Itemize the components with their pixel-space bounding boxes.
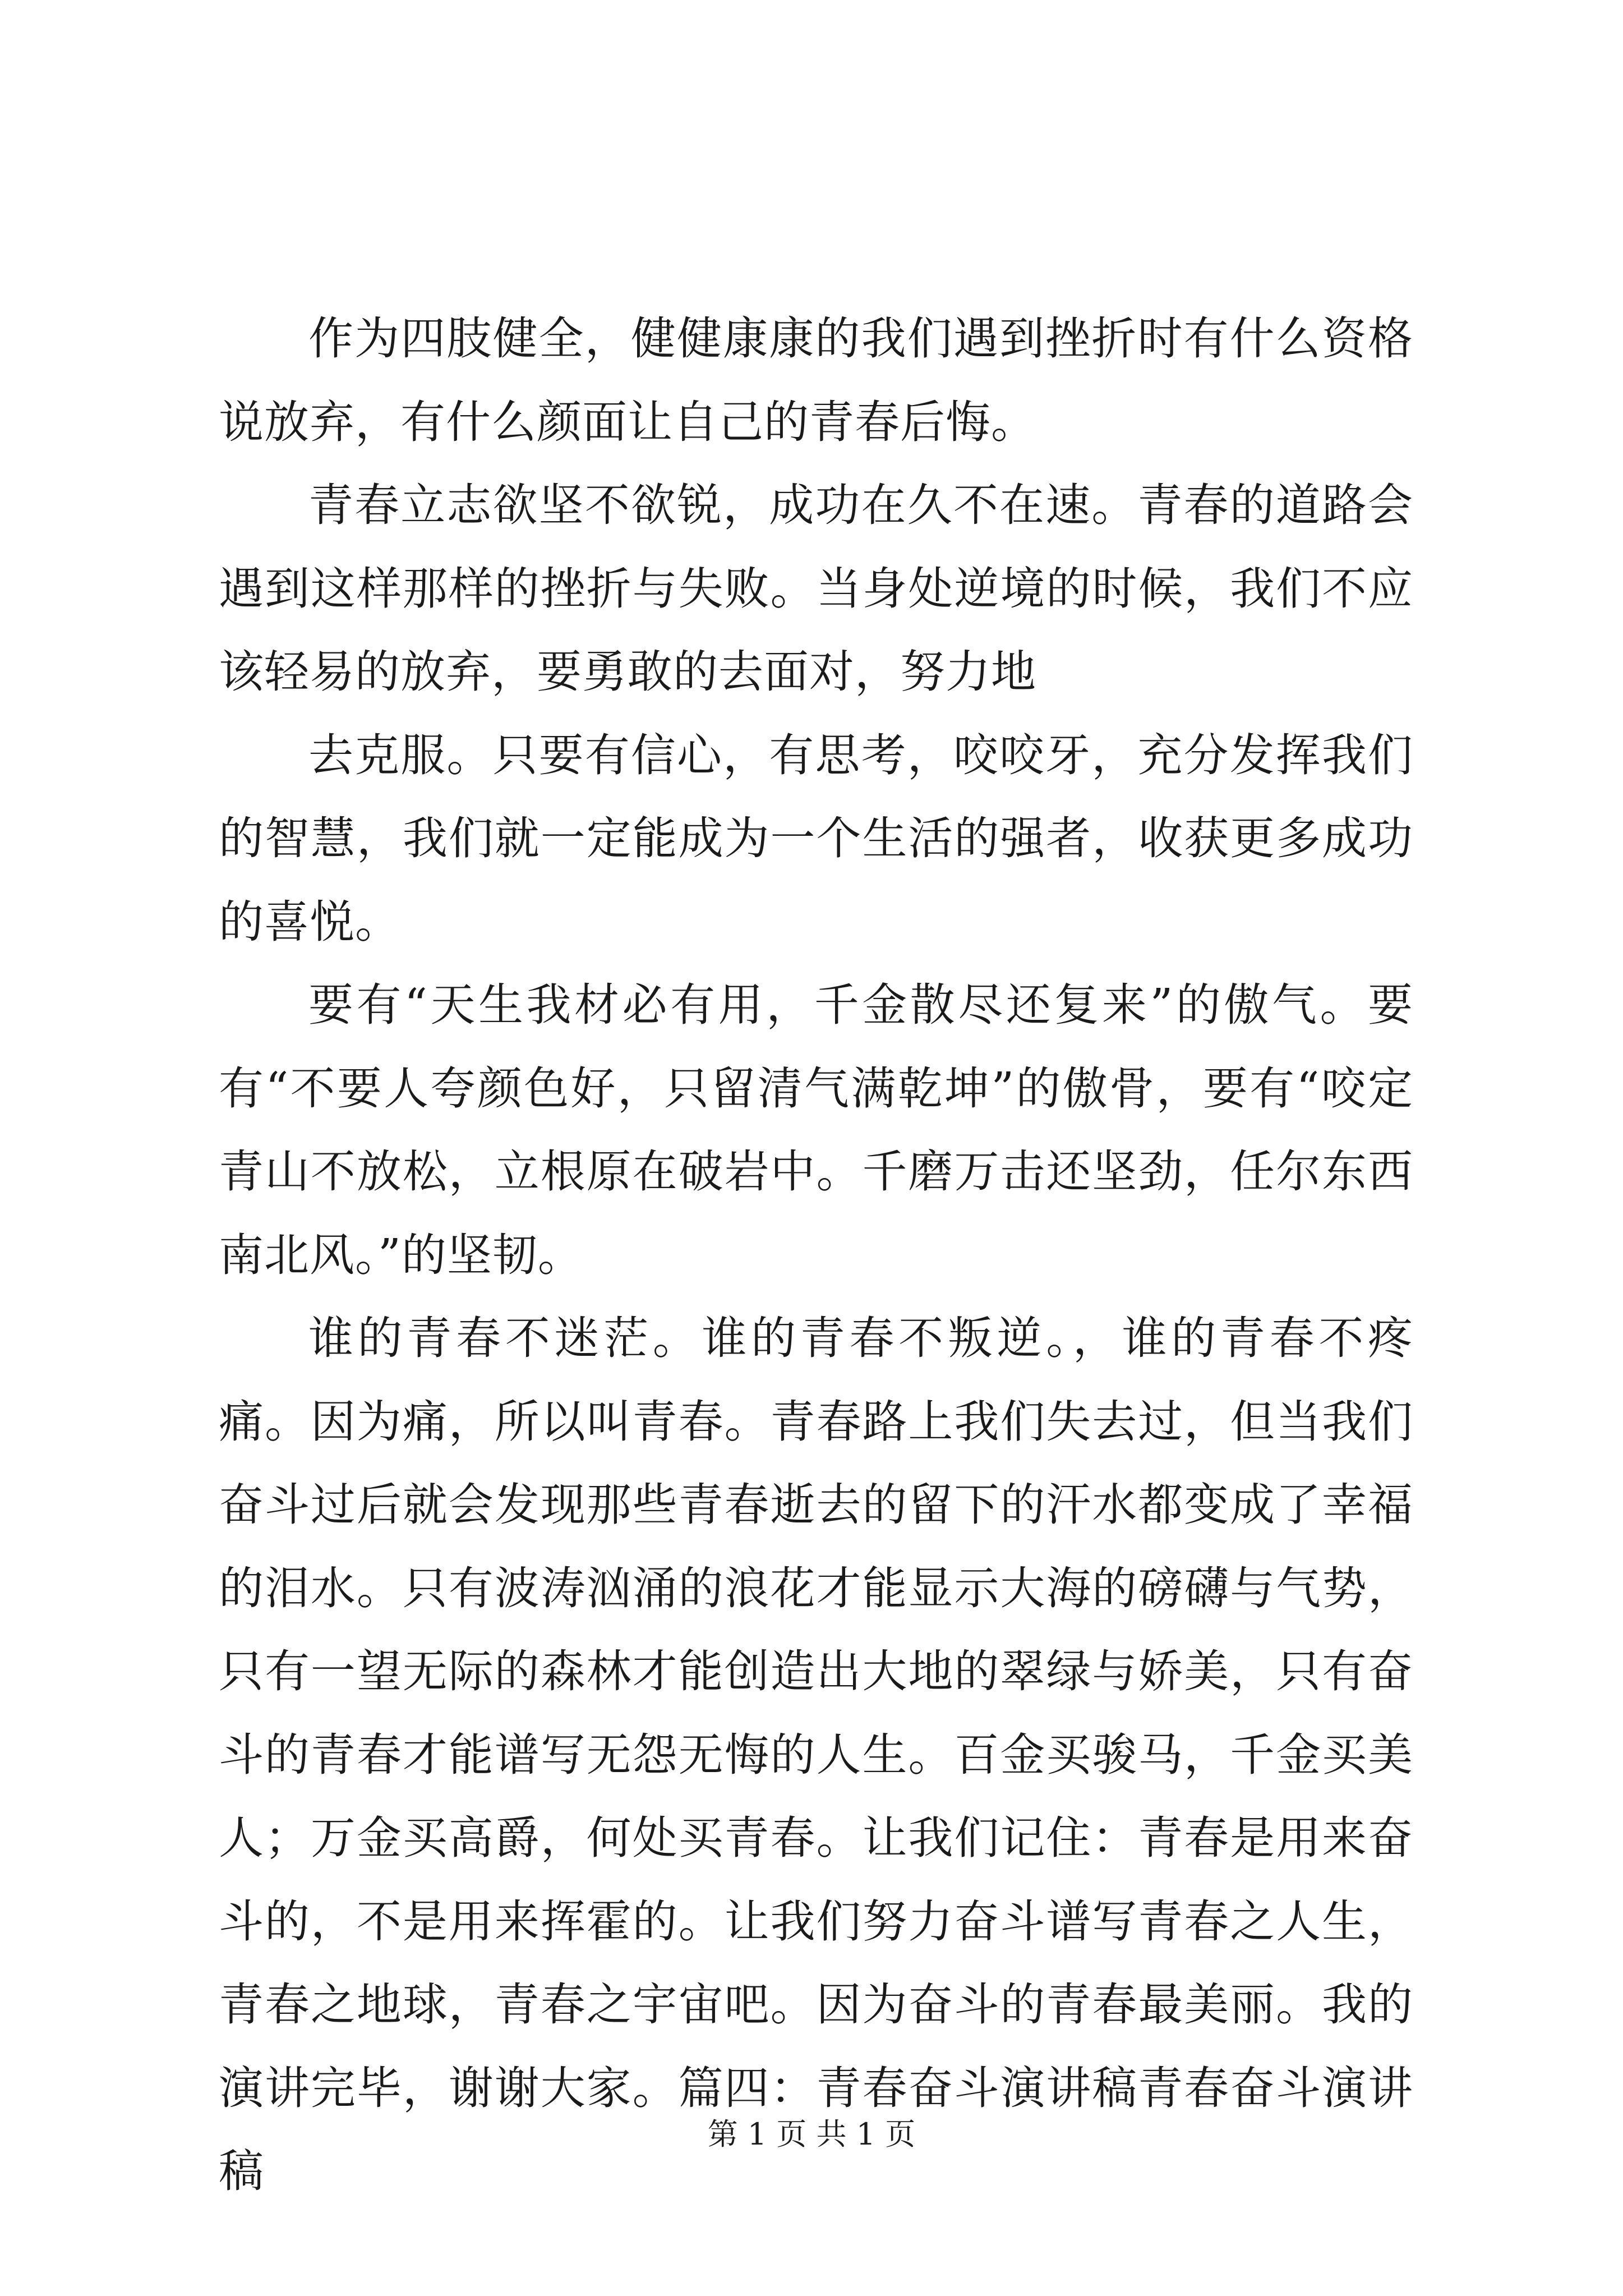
document-body	[219, 297, 1413, 2214]
paragraph-3: 去克服。只要有信心，有思考，咬咬牙，充分发挥我们的智慧，我们就一定能成为一个生活的强者，收获更多成功的喜悦。	[219, 729, 1413, 948]
paragraph-2: 青春立志欲坚不欲锐，成功在久不在速。青春的道路会遇到这样那样的挫折与失败。当身处逆境的时候，我们不应该轻易的放弃，要勇敢的去面对，努力地	[219, 479, 1413, 698]
paragraph-1: 作为四肢健全，健健康康的我们遇到挫折时有什么资格说放弃，有什么颜面让自己的青春后悔。	[219, 312, 1413, 448]
paragraph-5: 谁的青春不迷茫。谁的青春不叛逆。，谁的青春不疼痛。因为痛，所以叫青春。青春路上我们失去过，但当我们奋斗过后就会发现那些青春逝去的留下的汗水都变成了幸福的泪水。只有波涛汹涌的浪花才能显示大海的磅礴与气势，只有一望无际的森林才能创造出大地的翠绿与娇美，只有奋斗的青春才能谱写无怨无悔的人生。百金买骏马，千金买美人；万金买高爵，何处买青春。让我们记住：青春是用来奋斗的，不是用来挥霍的。让我们努力奋斗谱写青春之人生，青春之地球，青春之宇宙吧。因为奋斗的青春最美丽。我的演讲完毕，谢谢大家。篇四：青春奋斗演讲稿青春奋斗演讲稿	[219, 1312, 1413, 2197]
page-number-footer: 第 1 页 共 1 页	[707, 2116, 916, 2152]
paragraph-4: 要有“天生我材必有用，千金散尽还复来”的傲气。要有“不要人夸颜色好，只留清气满乾坤”的傲骨，要有“咬定青山不放松，立根原在破岩中。千磨万击还坚劲，任尔东西南北风。”的坚韧。	[219, 979, 1413, 1281]
